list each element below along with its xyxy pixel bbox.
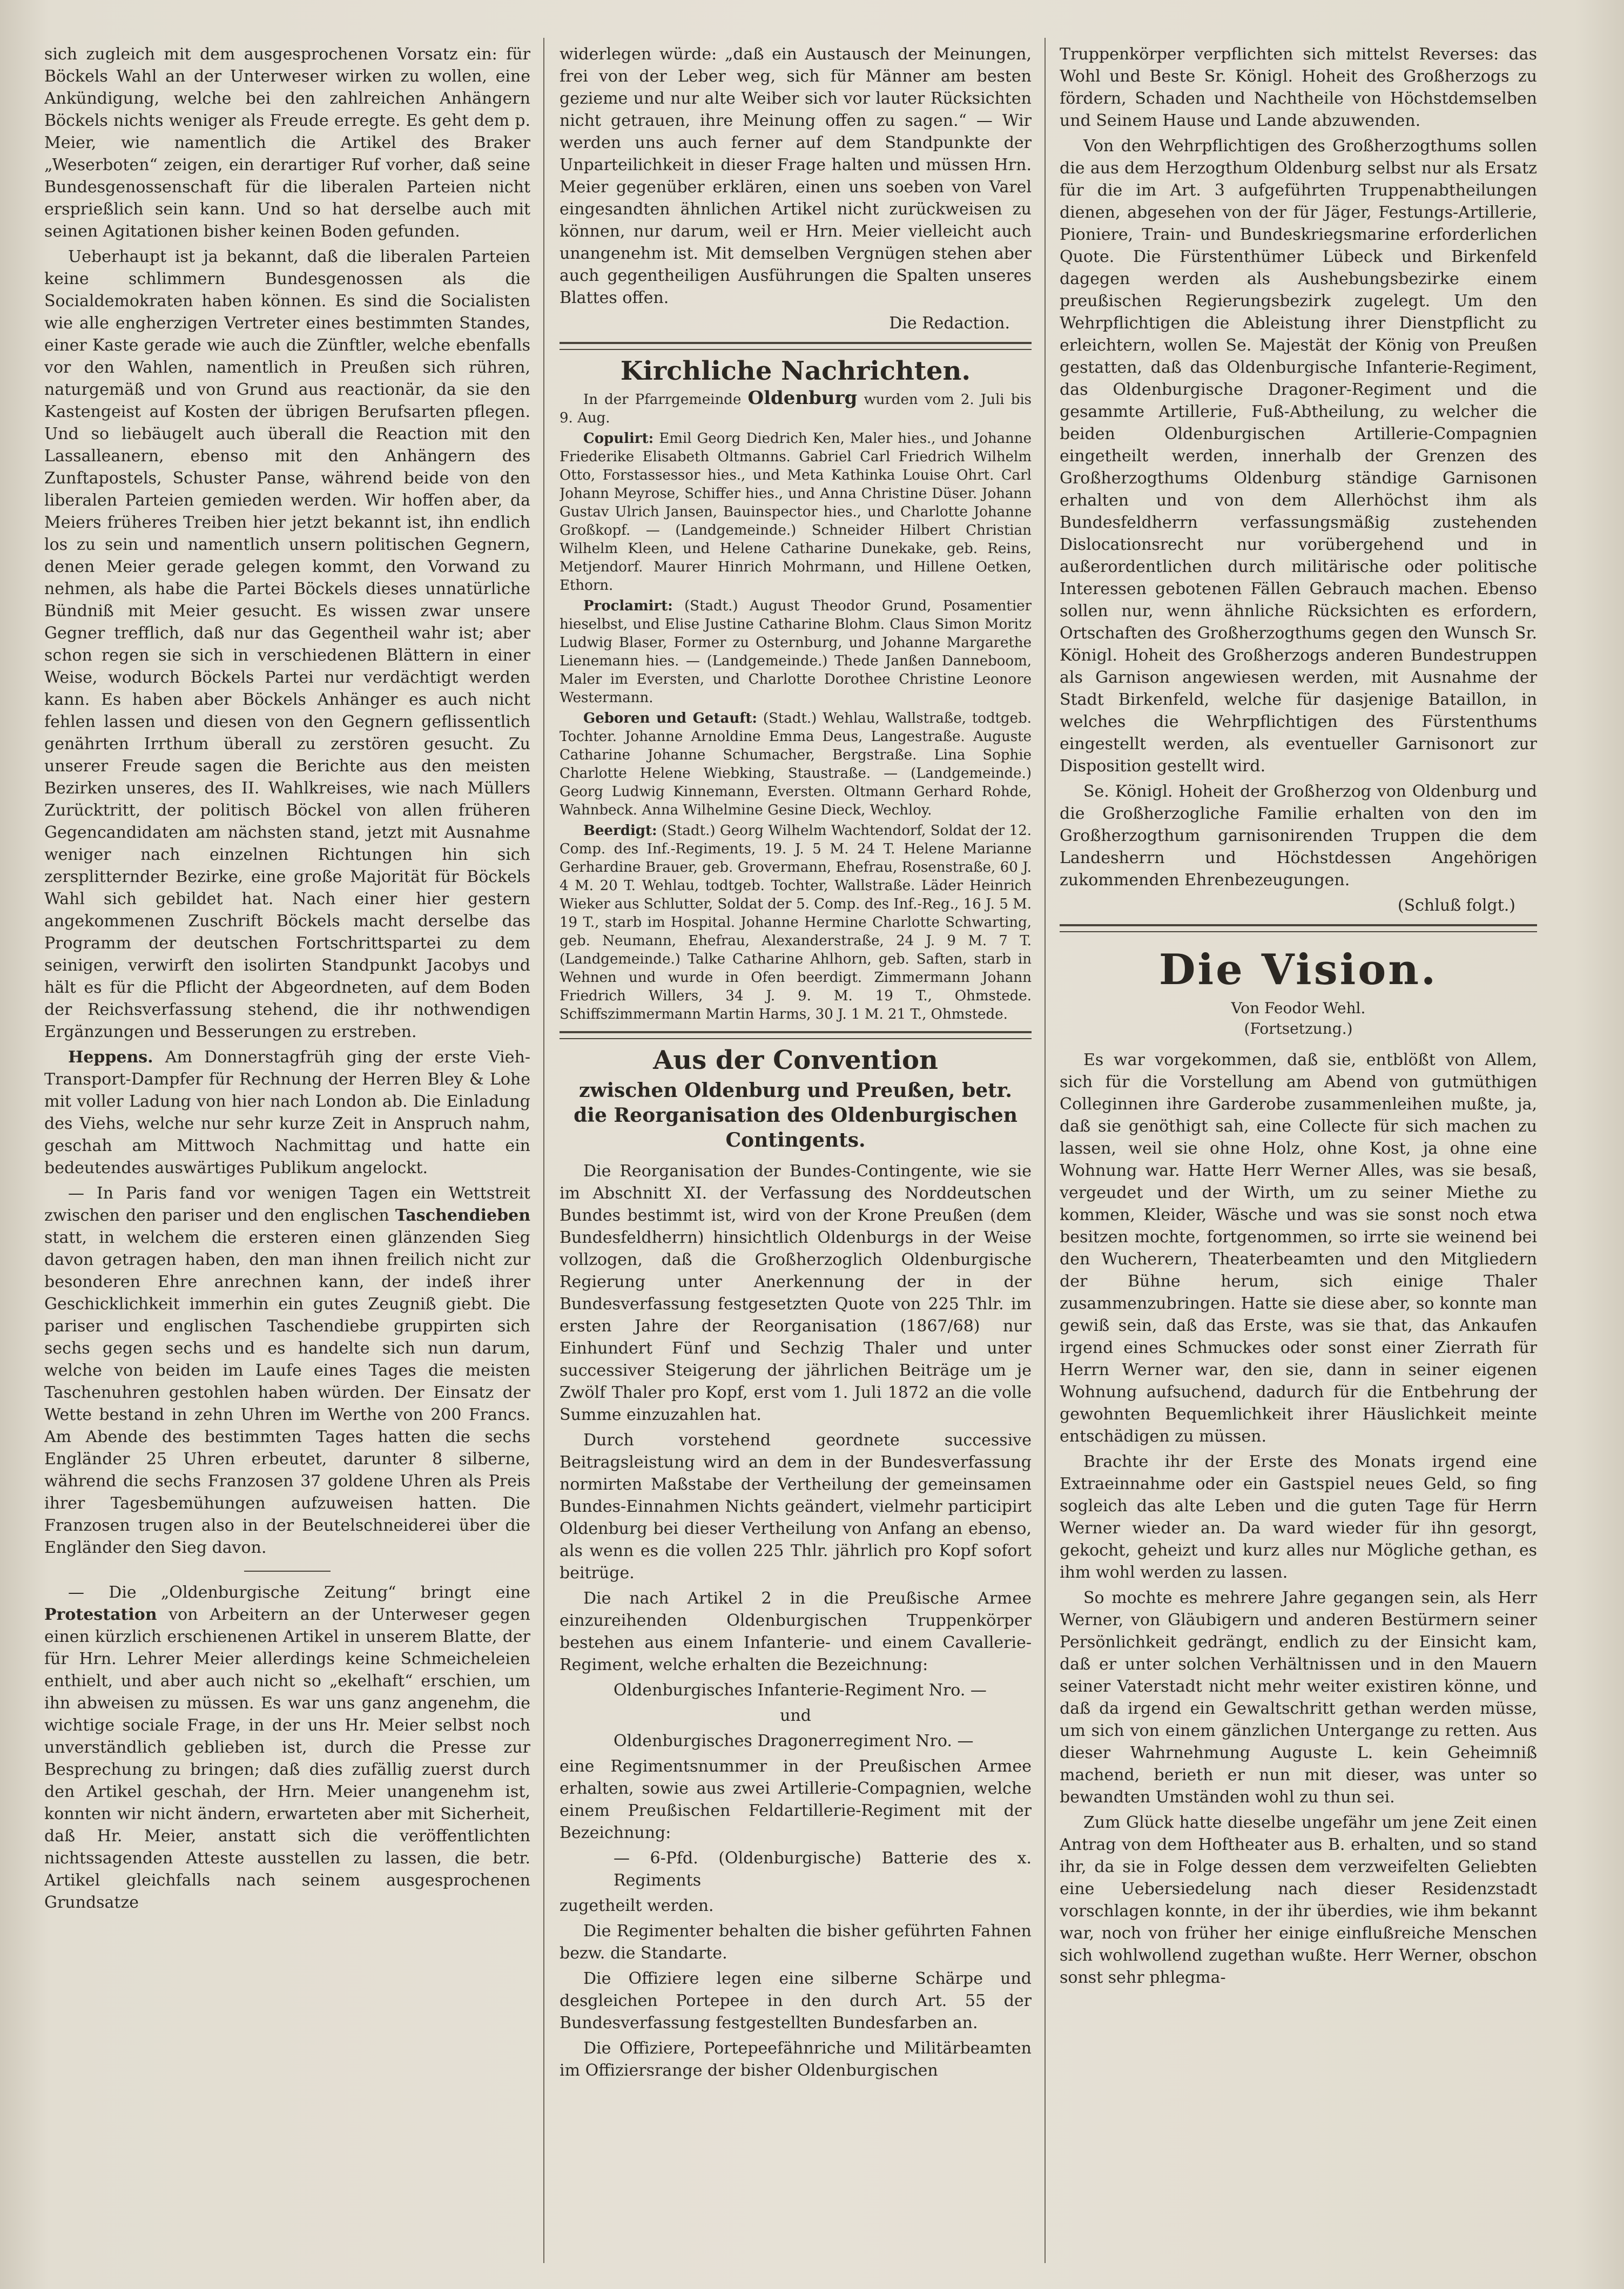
article-text: Die Offiziere, Portepeefähnriche und Militärbeamten im Offiziersrange der bisher Oldenburgischen [560,2039,1032,2080]
section-title-convention: Aus der Convention [653,1045,938,1075]
continuation-note: (Schluß folgt.) [1397,896,1515,915]
section-divider [1060,924,1537,932]
article-text: — Die „Oldenburgische Zeitung“ bringt eine [68,1583,530,1602]
entry-label: Proclamirt: [583,598,673,614]
beerdigt-entry [560,822,1032,1024]
article-text: — In Paris fand vor wenigen Tagen ein Wettstreit zwischen den pariser und den englischen [44,1184,530,1225]
copulirt-entry [560,429,1032,595]
article-text: Von den Wehrpflichtigen des Großherzogthums sollen die aus dem Herzogthum Oldenburg selbst nur als Ersatz für die im Art. 3 aufgeführten Truppenabtheilungen dienen, abgesehen von der für Jäger, Festungs-Artillerie, Pioniere, Train- und Bundeskriegsmarine erforderlichen Quote. Die Fürstenthümer Lübeck und Birkenfeld dagegen werden als Aushebungsbezirke einem preußischen Regierungsbezirk zugelegt. Um den Wehrpflichtigen die Ableistung ihrer Dienstpflicht zu erleichtern, wollen Se. Majestät der König von Preußen gestatten, daß das Oldenburgische Infanterie-Regiment, das Oldenburgische Dragoner-Regiment und die gesammte Artillerie, Fuß-Abtheilung, zu welcher die beiden Oldenburgischen Artillerie-Compagnien eingetheilt werden, innerhalb der Grenzen des Großherzogthums Oldenburg ständige Garnisonen erhalten und von dem Allerhöchst ihm als Bundesfeldherrn verfassungsmäßig zustehenden Dislocationsrecht nur vorübergehend und in außerordentlichen durch militärische oder politische Interessen gebotenen Fällen Gebrauch machen. Ebenso sollen nur, wenn ähnliche Rücksichten es erfordern, Ortschaften des Großherzogthums gegen den Wunsch Sr. Königl. Hoheit des Großherzogs anderen Bundestruppen als Garnison angewiesen werden, mit Ausnahme der Stadt Birkenfeld, welche für dasjenige Bataillon, in welches die Wehrpflichtigen des Fürstenthums eingestellt werden, als eventueller Garnisonort zur Disposition gestellt wird. [1060,137,1537,776]
city-name: Oldenburg [747,387,858,409]
conjunction: und [780,1706,811,1725]
author-line: Von Feodor Wehl. [1231,999,1366,1017]
story-text: Es war vorgekommen, daß sie, entblößt von Allem, sich für die Vorstellung am Abend von gutmüthigen Colleginnen ihre Garderobe zusammenleihen mußte, ja, daß sie genöthigt sah, eine Collecte für sich machen zu lassen, weil sie ohne Holz, ohne Kost, ja ohne eine Wohnung war. Hatte Herr Werner Alles, was sie besaß, vergeudet und der Wirth, um zu seiner Miethe zu kommen, Kleider, Wäsche und was sie sonst noch etwa besitzen mochte, fortgenommen, so irrte sie weinend bei den Wucherern, Theaterbeamten und den Mitgliedern der Bühne herum, sich einige Thaler zusammenzubringen. Hatte sie diese aber, so konnte man gewiß sein, daß das Erste, was sie that, das Ankaufen irgend eines Schmuckes oder sonst einer Zierrath für Herrn Werner war, den sie, dann in seiner eigenen Wohnung aufsuchend, dadurch für die Entbehrung der gewohnten Bequemlichkeit ihrer Häuslichkeit meinte entschädigen zu müssen. [1060,1051,1537,1446]
intro-text: wurden vom 2. Juli bis 9. Aug. [560,392,1032,426]
entry-text: (Stadt.) August Theodor Grund, Posamentier hieselbst, und Elise Justine Catharine Blohm. Claus Simon Moritz Ludwig Blaser, Former zu Osternburg, und Johanne Margarethe Lienemann hies. — (Landgemeinde.) Thede Janßen Danneboom, Maler im Eversten, und Charlotte Dorothee Christine Leonore Westermann. [560,598,1032,706]
keyword-heading: Taschendieben [395,1206,530,1225]
section-subtitle-convention: zwischen Oldenburg und Preußen, betr. die Reorganisation des Oldenburgischen Contingents. [574,1079,1017,1152]
protestation-news [44,1581,530,1914]
battery-name: — 6-Pfd. (Oldenburgische) Batterie des x. Regiments [614,1849,1032,1890]
regiment-name: Oldenburgisches Infanterie-Regiment Nro. — [614,1681,987,1700]
heppens-news [44,1046,530,1179]
entry-text: (Stadt.) Wehlau, Wallstraße, todtgeb. Tochter. Johanne Arnoldine Emma Deus, Langestraße. Auguste Catharine Johanne Schumacher, Bergstraße. Lina Sophie Charlotte Helene Wiebking, Staustraße. — (Landgemeinde.) Georg Ludwig Kinnemann, Eversten. Oltmann Gerhard Rohde, Wahnbeck. Anna Wilhelmine Gesine Dieck, Wechloy. [560,710,1032,818]
section-divider [560,342,1032,350]
article-text: zugetheilt werden. [560,1896,714,1915]
article-text: Die Reorganisation der Bundes-Contingente, wie sie im Abschnitt XI. der Verfassung des Norddeutschen Bundes bestimmt ist, wird von der Krone Preußen (dem Bundesfeldherrn) hinsichtlich Oldenburgs in der Weise vollzogen, daß die Großherzoglich Oldenburgische Regierung unter Anerkennung der in der Bundesverfassung festgesetzten Quote von 225 Thlr. im ersten Jahre der Reorganisation (1867/68) nur Einhundert Fünf und Sechzig Thaler und unter successiver Steigerung der jährlichen Beiträge um je Zwölf Thaler pro Kopf, erst vom 1. Juli 1872 an die volle Summe einzuzahlen hat. [560,1162,1032,1424]
article-text: Die Offiziere legen eine silberne Schärpe und desgleichen Portepee in den durch Art. 55 der Bundesverfassung festgestellten Bundesfarben an. [560,1969,1032,2032]
entry-label: Geboren und Getauft: [583,710,758,726]
article-text: Am Donnerstagfrüh ging der erste Vieh-Transport-Dampfer für Rechnung der Herren Bley & Lohe mit voller Ladung von hier nach London ab. Die Einladung des Viehs, welche nur sehr kurze Zeit in Anspruch nahm, geschah am Mittwoch Nachmittag und hatte ein bedeutendes auswärtiges Publikum angelockt. [44,1048,530,1177]
column-1 [44,43,530,1917]
church-intro [560,389,1032,427]
article-text: Durch vorstehend geordnete successive Beitragsleistung wird an dem in der Bundesverfassung normirten Maßstabe der Vertheilung der gemeinsamen Bundes-Einnahmen Nichts geändert, vielmehr participirt Oldenburg bei dieser Vertheilung von Anfang an ebenso, als wenn es die vollen 225 Thlr. jährlich pro Kopf sofort beitrüge. [560,1431,1032,1583]
signature: Die Redaction. [889,314,1010,333]
paris-news [44,1182,530,1559]
entry-text: (Stadt.) Georg Wilhelm Wachtendorf, Soldat der 12. Comp. des Inf.-Regiments, 19. J. 5 M. 24 T. Helene Marianne Gerhardine Brauer, geb. Grovermann, Ehefrau, Rosenstraße, 60 J. 4 M. 20 T. Wehlau, todtgeb. Tochter, Wallstraße. Läder Heinrich Wieker aus Schlutter, Soldat der 5. Comp. des Inf.-Reg., 16 J. 5 M. 19 T., starb im Hospital. Johanne Hermine Charlotte Schwarting, geb. Neumann, Ehefrau, Alexanderstraße, 24 J. 9 M. 7 T. (Landgemeinde.) Talke Catharine Ahlhorn, geb. Saften, starb in Wehnen und wurde in Ofen beerdigt. Zimmermann Johann Friedrich Willers, 34 J. 9. M. 19 T., Ohmstede. Schiffszimmermann Martin Harms, 30 J. 1 M. 21 T., Ohmstede. [560,823,1032,1022]
continuation-line: (Fortsetzung.) [1244,1020,1353,1038]
article-text: Die Regimenter behalten die bisher geführten Fahnen bezw. die Standarte. [560,1922,1032,1963]
article-text: Die nach Artikel 2 in die Preußische Armee einzureihenden Oldenburgischen Truppenkörper bestehen aus einem Infanterie- und einem Cavallerie-Regiment, welche erhalten die Bezeichnung: [560,1589,1032,1674]
story-text: Brachte ihr der Erste des Monats irgend eine Extraeinnahme oder ein Gastspiel neues Geld, so fing sogleich das alte Leben und die guten Tage für Herrn Werner wieder an. Da ward wieder für ihn gesorgt, gekocht, geheizt und kurz alles nur Mögliche gethan, es ihm wohl werden zu lassen. [1060,1452,1537,1582]
article-text: eine Regimentsnummer in der Preußischen Armee erhalten, sowie aus zwei Artillerie-Compagnien, welche einem Preußischen Feldartillerie-Regiment mit der Bezeichnung: [560,1757,1032,1842]
short-divider [244,1571,331,1572]
entry-text: Emil Georg Diedrich Ken, Maler hies., und Johanne Friederike Elisabeth Oltmanns. Gabriel Carl Friedrich Wilhelm Otto, Forstassessor hies., und Meta Kathinka Louise Ohrt. Carl Johann Meyrose, Schiffer hies., und Anna Christine Düser. Johann Gustav Ulrich Jansen, Bauinspector hies., und Charlotte Johanne Großkopf. — (Landgemeinde.) Schneider Hilbert Christian Wilhelm Kleen, und Helene Catharine Dunekake, geb. Reins, Metjendorf. Maurer Hinrich Mohrmann, und Hillene Oetken, Ethorn. [560,430,1032,594]
entry-label: Copulirt: [583,430,654,447]
section-divider [560,1031,1032,1039]
article-text: Ueberhaupt ist ja bekannt, daß die liberalen Parteien keine schlimmern Bundesgenossen als die Socialdemokraten haben können. Es sind die Socialisten wie alle engherzigen Vertreter eines bestimmten Standes, einer Kaste gerade wie auch die Zünftler, welche ebenfalls vor den Wahlen, namentlich in Preußen sich rühren, naturgemäß und von Grund aus reactionär, da sie den Kastengeist auf Kosten der übrigen Berufsarten pflegen. Und so liebäugelt auch überall die Reaction mit den Lassalleanern, ebenso mit den Anhängern des Zunftapostels, Schuster Panse, während beide von den liberalen Parteien gemieden werden. Wir hoffen aber, da Meiers früheres Treiben hier jetzt bekannt ist, ihn endlich los zu sein und namentlich unsern politischen Gegnern, denen Meier gerade gelegen kommt, den Vorwand zu nehmen, als habe die Partei Böckels dieses unnatürliche Bündniß mit Meier gesucht. Es wissen zwar unsere Gegner trefflich, daß nur das Gegentheil wahr ist; aber schon regen sie sich in verschiedenen Blättern in einer Weise, wodurch Böckels Partei nur verdächtigt werden kann. Es haben aber Böckels Anhänger es auch nicht fehlen lassen und diesen von den Gegnern geflissentlich genährten Irrthum überall zu zerstören gesucht. Zu unserer Freude sagen die Berichte aus den meisten Bezirken unseres, des II. Wahlkreises, wie nach Müllers Zurücktritt, der politisch Böckel von allen früheren Gegencandidaten am nächsten stand, jetzt mit Ausnahme weniger nach einzelnen Richtungen hin sich zersplitternder Bezirke, eine große Majorität für Böckels Wahl sich gebildet hat. Nach einer hier gestern angekommenen Zuschrift Böckels macht derselbe das Programm der deutschen Fortschrittspartei zu dem seinigen, verwirft den isolirten Standpunkt Jacobys und hält es für die Pflicht der Abgeordneten, auf dem Boden der Reichsverfassung stehend, die ihr nothwendigen Ergänzungen und Besserungen zu erstreben. [44,247,530,1041]
proclamirt-entry [560,597,1032,707]
column-divider-left [543,38,544,2263]
entry-label: Beerdigt: [583,823,657,839]
regiment-name: Oldenburgisches Dragonerregiment Nro. — [614,1732,974,1751]
geboren-entry [560,709,1032,819]
article-text: widerlegen würde: „daß ein Austausch der Meinungen, frei von der Leber weg, sich für Männer am besten gezieme und nur alte Weiber sich vor lauter Rücksichten nicht getrauen, ihre Meinung offen zu sagen.“ — Wir werden uns auch ferner auf dem Standpunkte der Unparteilichkeit in dieser Frage halten und müssen Hrn. Meier gegenüber erklären, einen uns soeben von Varel eingesandten ähnlichen Artikel nicht zurückweisen zu können, nur darum, weil er Hrn. Meier vielleicht auch unangenehm ist. Mit demselben Vergnügen stehen aber auch gegentheiligen Ausführungen die Spalten unseres Blattes offen. [560,45,1032,307]
article-text: sich zugleich mit dem ausgesprochenen Vorsatz ein: für Böckels Wahl an der Unterweser wirken zu wollen, eine Ankündigung, welche bei den zahlreichen Anhängern Böckels nichts weniger als Freude erregte. Es geht dem p. Meier, wie namentlich die Artikel des Braker „Weserboten“ zeigen, ein derartiger Ruf vorher, daß seine Bundesgenossenschaft für die liberalen Parteien nicht ersprießlich sein kann. Und so hat derselbe auch mit seinen Agitationen bisher keinen Boden gefunden. [44,45,530,241]
article-text: Truppenkörper verpflichten sich mittelst Reverses: das Wohl und Beste Sr. Königl. Hoheit des Großherzogs zu fördern, Schaden und Nachtheile von Höchstdemselben und Seinem Hause und Lande abzuwenden. [1060,45,1537,130]
story-text: So mochte es mehrere Jahre gegangen sein, als Herr Werner, von Gläubigern und anderen Bestürmern seiner Persönlichkeit gedrängt, endlich zu der Einsicht kam, daß er unter solchen Verhältnissen und in den Mauern seiner Vaterstadt nicht mehr weiter existiren könne, und daß da irgend ein Gewaltschritt gethan werden müsse, um sich von einem gänzlichen Untergange zu retten. Aus dieser Wahrnehmung Auguste L. kein Geheimniß machend, berieth er nun mit dieser, was unter so bewandten Umständen wohl zu thun sei. [1060,1588,1537,1807]
article-text: statt, in welchem die ersteren einen glänzenden Sieg davon getragen haben, den man ihnen freilich nicht zur besonderen Ehre anrechnen kann, der indeß ihrer Geschicklichkeit immerhin ein gutes Zeugniß giebt. Die pariser und englischen Taschendiebe gruppirten sich sechs gegen sechs und es handelte sich nun darum, welche von beiden im Laufe eines Tages die meisten Taschenuhren gestohlen haben würden. Der Einsatz der Wette bestand in zehn Uhren im Werthe von 200 Francs. Am Abende des bestimmten Tages hatten die sechs Engländer 25 Uhren erbeutet, darunter 8 silberne, während die sechs Franzosen 37 goldene Uhren als Preis ihrer Tagesbemühungen aufzuweisen hatten. Die Franzosen trugen also in der Beutelschneiderei über die Engländer den Sieg davon. [44,1228,530,1557]
column-divider-right [1045,38,1046,2263]
intro-text: In der Pfarrgemeinde [583,392,742,408]
place-heading: Heppens. [68,1048,153,1067]
column-2 [560,43,1032,2085]
feuilleton-title: Die Vision. [1158,945,1438,994]
story-text: Zum Glück hatte dieselbe ungefähr um jene Zeit einen Antrag von dem Hoftheater aus B. erhalten, und so stand ihr, da sie in Folge dessen dem verzweifelten Geliebten eine Uebersiedelung nach dieser Residenzstadt vorschlagen konnte, in der ihr überdies, wie ihm bekannt war, noch von früher her einige einflußreiche Menschen sich wohlwollend zugethan wußte. Herr Werner, obschon sonst sehr phlegma- [1060,1813,1537,1987]
section-title-kirchliche: Kirchliche Nachrichten. [620,356,971,386]
keyword-heading: Protestation [44,1605,157,1624]
article-text: von Arbeitern an der Unterweser gegen einen kürzlich erschienenen Artikel in unserem Blatte, der für Hrn. Lehrer Meier allerdings keine Schmeicheleien enthielt, und aber auch nicht so „ekelhaft“ erschien, um ihn abweisen zu müssen. Es war uns ganz angenehm, die wichtige sociale Frage, in der uns Hr. Meier selbst noch unverständlich geblieben ist, durch die Presse zur Besprechung zu bringen; daß dies zufällig zuerst durch den Artikel geschah, der Hrn. Meier unangenehm ist, konnten wir nicht ändern, erwarteten aber mit Sicherheit, daß Hr. Meier, anstatt sich die veröffentlichten nichtssagenden Atteste ausstellen zu lassen, die betr. Artikel gleichfalls nach seinem ausgesprochenen Grundsatze [44,1605,530,1912]
article-text: Se. Königl. Hoheit der Großherzog von Oldenburg und die Großherzogliche Familie erhalten von den im Großherzogthum garnisonirenden Truppen die dem Landesherrn und Höchstdessen Angehörigen zukommenden Ehrenbezeugungen. [1060,782,1537,890]
church-news [560,389,1032,1024]
column-3 [1060,43,1537,1992]
